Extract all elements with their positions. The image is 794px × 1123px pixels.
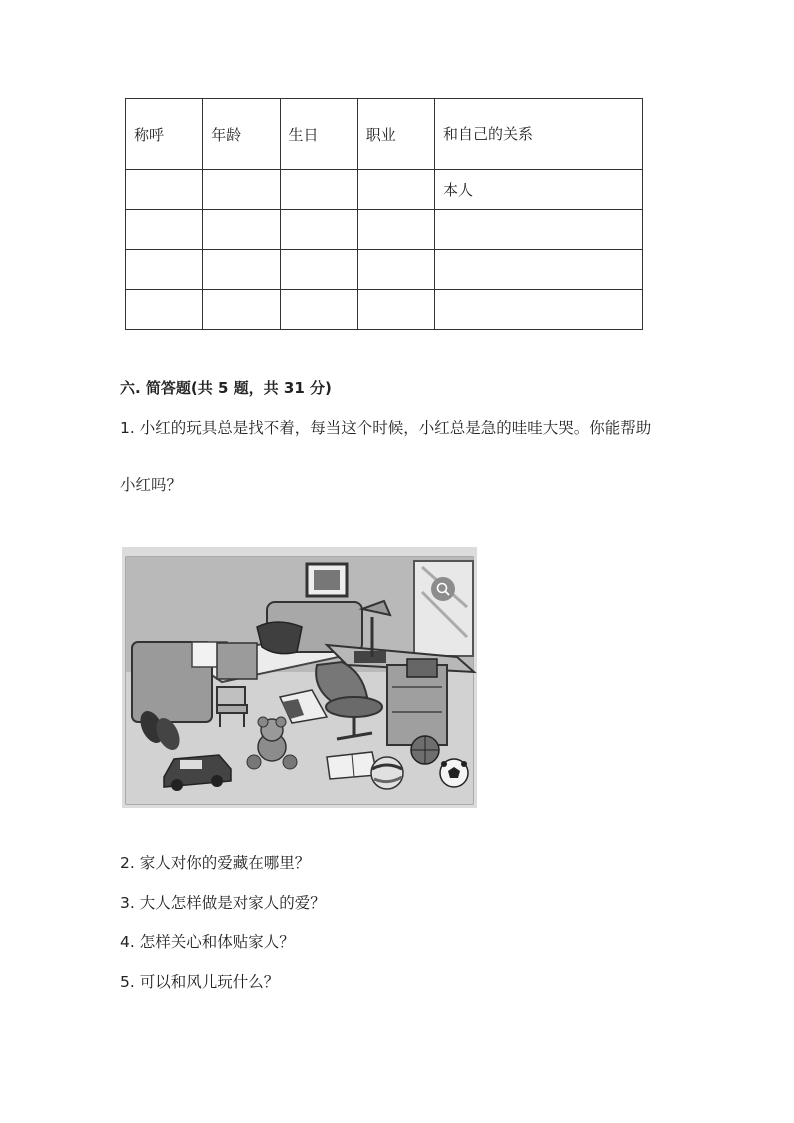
table-cell xyxy=(203,210,280,250)
section-title: 六. 简答题(共 5 题，共 31 分) xyxy=(120,379,332,397)
header-cell-age: 年龄 xyxy=(203,99,280,170)
table-cell xyxy=(126,170,203,210)
table-cell xyxy=(126,250,203,290)
beach-ball xyxy=(371,757,403,789)
table-cell xyxy=(435,290,643,330)
header-relation-text: 和自己的关系 xyxy=(443,125,534,143)
table-cell xyxy=(126,210,203,250)
family-info-table xyxy=(125,98,643,330)
question-1-line-1: 1. 小红的玩具总是找不着，每当这个时候，小红总是急的哇哇大哭。你能帮助 xyxy=(120,419,652,437)
messy-room-illustration xyxy=(122,547,477,808)
table-header-row xyxy=(126,99,643,170)
table-cell xyxy=(126,290,203,330)
table-row xyxy=(126,250,643,290)
table-cell xyxy=(357,290,434,330)
header-cell-birthday: 生日 xyxy=(280,99,357,170)
question-5: 5. 可以和风儿玩什么？ xyxy=(120,973,280,991)
table-cell xyxy=(435,250,643,290)
table-cell xyxy=(280,170,357,210)
table-cell xyxy=(357,170,434,210)
table-row xyxy=(126,210,643,250)
soccer-ball xyxy=(440,759,468,787)
question-2: 2. 家人对你的爱藏在哪里？ xyxy=(120,854,311,872)
floor-book xyxy=(327,752,377,779)
table-cell xyxy=(435,210,643,250)
table-row xyxy=(126,290,643,330)
header-cell-title: 称呼 xyxy=(126,99,203,170)
table-cell xyxy=(203,170,280,210)
question-3: 3. 大人怎样做是对家人的爱？ xyxy=(120,894,326,912)
wall-frame xyxy=(307,564,347,596)
table-cell xyxy=(280,290,357,330)
table-cell xyxy=(357,250,434,290)
header-cell-relation xyxy=(435,99,643,170)
table-cell xyxy=(280,250,357,290)
zoom-icon[interactable] xyxy=(431,577,455,601)
question-1-line-2: 小红吗？ xyxy=(120,476,183,494)
table-cell xyxy=(280,210,357,250)
table-cell: 本人 xyxy=(435,170,643,210)
table-cell xyxy=(357,210,434,250)
header-cell-occupation: 职业 xyxy=(357,99,434,170)
basketball xyxy=(411,736,439,764)
question-4: 4. 怎样关心和体贴家人？ xyxy=(120,933,295,951)
table-cell xyxy=(203,250,280,290)
window xyxy=(414,561,473,656)
table-cell xyxy=(203,290,280,330)
table-row xyxy=(126,170,643,210)
